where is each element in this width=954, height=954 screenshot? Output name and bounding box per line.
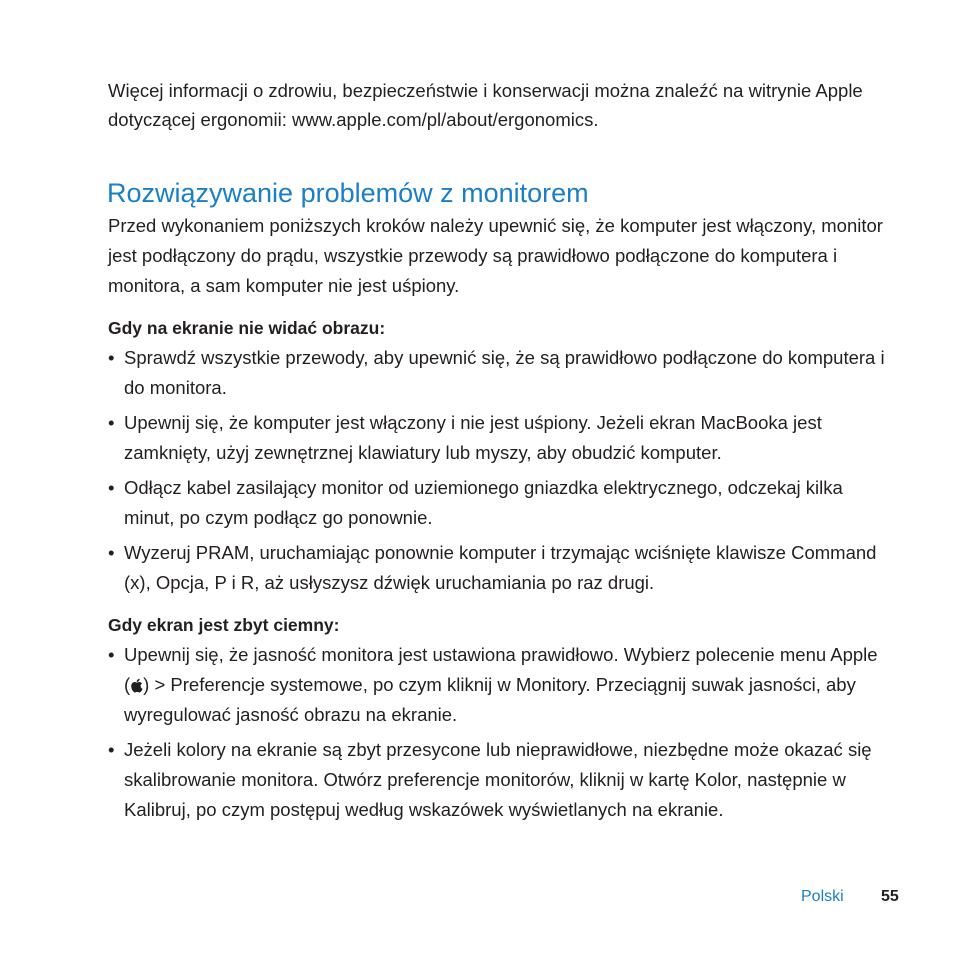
too-dark-list [108, 640, 888, 830]
lead-paragraph: Przed wykonaniem poniższych kroków należy upewnić się, że komputer jest włączony, monitor jest podłączony do prądu, wszystkie przewody są prawidłowo podłączone do komputera i monitora, a sam komputer nie jest uśpiony. [108, 215, 883, 296]
list-item-text: Jeżeli kolory na ekranie są zbyt przesycone lub nieprawidłowe, niezbędne może okazać się skalibrowanie monitora. Otwórz preferencje monitorów, kliknij w kartę Kolor, następnie w Kalibruj, po czym postępuj według wskazówek wyświetlanych na ekranie. [124, 739, 872, 820]
list-item [108, 343, 888, 403]
page-number: 55 [881, 888, 899, 905]
footer-language: Polski [801, 888, 844, 905]
list-item-text: Upewnij się, że komputer jest włączony i nie jest uśpiony. Jeżeli ekran MacBooka jest zamknięty, użyj zewnętrznej klawiatury lub myszy, aby obudzić komputer. [124, 412, 822, 463]
bullet-marker: • [108, 477, 115, 498]
bullet-marker: • [108, 644, 115, 665]
subheading-too-dark: Gdy ekran jest zbyt ciemny: [108, 615, 340, 635]
list-item [108, 538, 888, 598]
list-item-text: Sprawdź wszystkie przewody, aby upewnić się, że są prawidłowo podłączone do komputera i do monitora. [124, 347, 885, 398]
bullet-marker: • [108, 542, 115, 563]
list-item [108, 640, 888, 730]
bullet-marker: • [108, 739, 115, 760]
bullet-marker: • [108, 347, 115, 368]
bullet-marker: • [108, 412, 115, 433]
intro-paragraph: Więcej informacji o zdrowiu, bezpieczeństwie i konserwacji można znaleźć na witrynie Apple dotyczącej ergonomii: www.apple.com/pl/about/ergonomics. [108, 80, 863, 130]
list-item-text: Wyzeruj PRAM, uruchamiając ponownie komputer i trzymając wciśnięte klawisze Command (x), Opcja, P i R, aż usłyszysz dźwięk uruchamiania po raz drugi. [124, 542, 877, 593]
list-item-text-before: Upewnij się, że jasność monitora jest ustawiona prawidłowo. Wybierz polecenie menu Apple ( [124, 644, 878, 695]
list-item-text: Odłącz kabel zasilający monitor od uziemionego gniazdka elektrycznego, odczekaj kilka minut, po czym podłącz go ponownie. [124, 477, 843, 528]
no-image-list [108, 343, 888, 603]
subheading-no-image: Gdy na ekranie nie widać obrazu: [108, 318, 386, 338]
list-item [108, 473, 888, 533]
list-item [108, 735, 888, 825]
section-title: Rozwiązywanie problemów z monitorem [107, 178, 589, 208]
list-item [108, 408, 888, 468]
list-item-text-after: ) > Preferencje systemowe, po czym kliknij w Monitory. Przeciągnij suwak jasności, aby wyregulować jasność obrazu na ekranie. [124, 674, 856, 725]
apple-logo-icon [130, 672, 143, 687]
